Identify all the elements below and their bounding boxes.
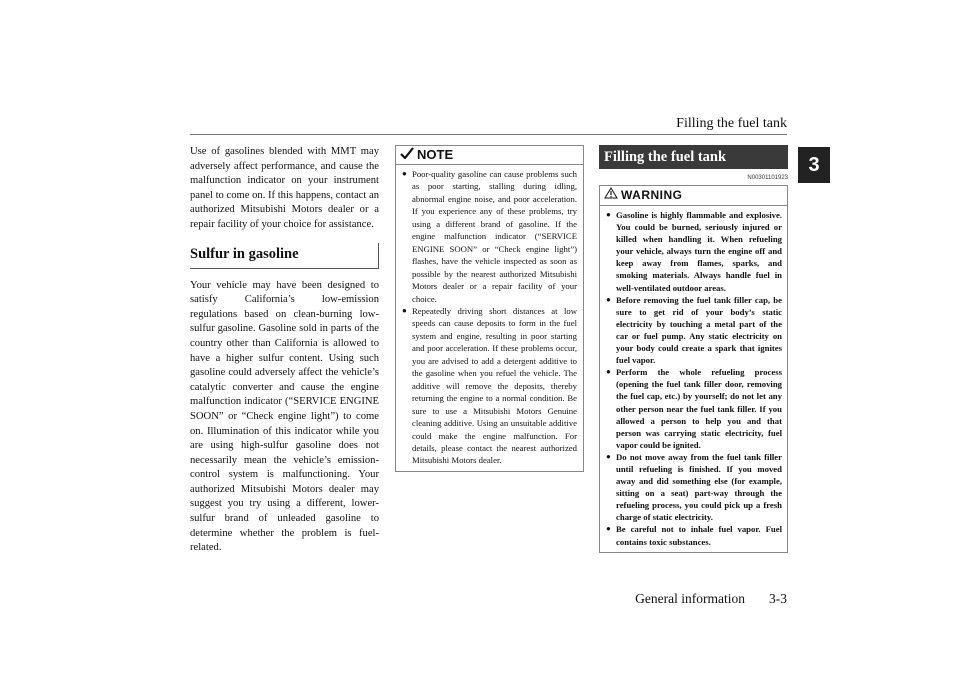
pencil-check-icon	[400, 146, 414, 164]
warning-item: ● Before removing the fuel tank filler cap, be sure to get rid of your body’s static electricity by touching a metal part of the car or fuel pump. Any static electricity on your body could create a spark that ignites fuel vapor.	[606, 294, 782, 367]
chapter-tab: 3	[798, 147, 830, 183]
note-label: NOTE	[417, 147, 454, 162]
warning-item: ● Gasoline is highly flammable and explosive. You could be burned, seriously injured or killed when handling it. When refueling your vehicle, always turn the engine off and keep away from flames, sparks, and smoking materials. Always handle fuel in well-ventilated outdoor areas.	[606, 209, 782, 294]
warning-item: ● Perform the whole refueling process (opening the fuel tank filler door, removing the fuel cap, etc.) by yourself; do not let any other person near the fuel tank filler. If you allowed a person to help you and that person was carrying static electricity, fuel vapor could be ignited.	[606, 366, 782, 451]
sulfur-paragraph: Your vehicle may have been designed to satisfy California’s low-emission regulations based on clean-burning low-sulfur gasoline. Gasoline sold in parts of the country other than California is allowed to have a higher sulfur content. Using such gasoline could adversely affect the vehicle’s catalytic converter and cause the engine malfunction indicator (“SERVICE ENGINE SOON” or “Check engine light”) to come on. Illumination of this indicator while you are using high-sulfur gasoline does not necessarily mean the vehicle’s emission-control system is malfunctioning. Your authorized Mitsubishi Motors dealer may suggest you try using a different, lower-sulfur brand of unleaded gasoline to determine whether the problem is fuel-related.	[190, 279, 379, 554]
reference-code: N00301101923	[747, 175, 788, 181]
section-heading-sulfur: Sulfur in gasoline	[190, 243, 379, 269]
header-rule	[190, 134, 787, 135]
page-header-title: Filling the fuel tank	[676, 116, 787, 131]
note-item: ● Repeatedly driving short distances at low speeds can cause deposits to form in the fuel system and engine, resulting in poor starting and poor acceleration. If these problems occur, you are advised to add a detergent additive to the gasoline when you refuel the vehicle. The additive will remove the deposits, thereby returning the engine to a normal condition. Be sure to use a Mitsubishi Motors Genuine cleaning additive. Using an unsuitable additive could make the engine malfunction. For details, please contact the nearest authorized Mitsubishi Motors dealer.	[402, 305, 577, 467]
warning-label: WARNING	[621, 188, 683, 202]
intro-paragraph: Use of gasolines blended with MMT may adversely affect performance, and cause the malfunction indicator on your instrument panel to come on. If this happens, contact an authorized Mitsubishi Motors dealer or a repair facility of your choice for assistance.	[190, 146, 379, 230]
page-number: 3-3	[769, 591, 787, 606]
note-box	[395, 145, 584, 472]
warning-triangle-icon	[604, 186, 618, 205]
column-middle	[395, 145, 584, 472]
footer-section: General information	[635, 591, 745, 606]
page-footer	[635, 591, 787, 607]
section-heading-filling: Filling the fuel tank	[599, 145, 788, 169]
note-header	[396, 146, 583, 165]
warning-box	[599, 185, 788, 553]
note-item: ● Poor-quality gasoline can cause problems such as poor starting, stalling during idling, abnormal engine noise, and poor acceleration. If you experience any of these problems, try using a different brand of gasoline. If the engine malfunction indicator (“SERVICE ENGINE SOON” or “Check engine light”) flashes, have the vehicle inspected as soon as possible by the nearest authorized Mitsubishi Motors dealer or a repair facility of your choice.	[402, 168, 577, 305]
note-body	[396, 165, 583, 471]
column-left	[190, 145, 379, 556]
warning-item: ● Be careful not to inhale fuel vapor. Fuel contains toxic substances.	[606, 523, 782, 547]
column-right	[599, 145, 788, 553]
warning-item: ● Do not move away from the fuel tank filler until refueling is finished. If you moved away and did something else (for example, sitting on a seat) part-way through the refueling process, you could pick up a fresh charge of static electricity.	[606, 451, 782, 524]
warning-header	[600, 186, 787, 206]
warning-body	[600, 206, 787, 552]
